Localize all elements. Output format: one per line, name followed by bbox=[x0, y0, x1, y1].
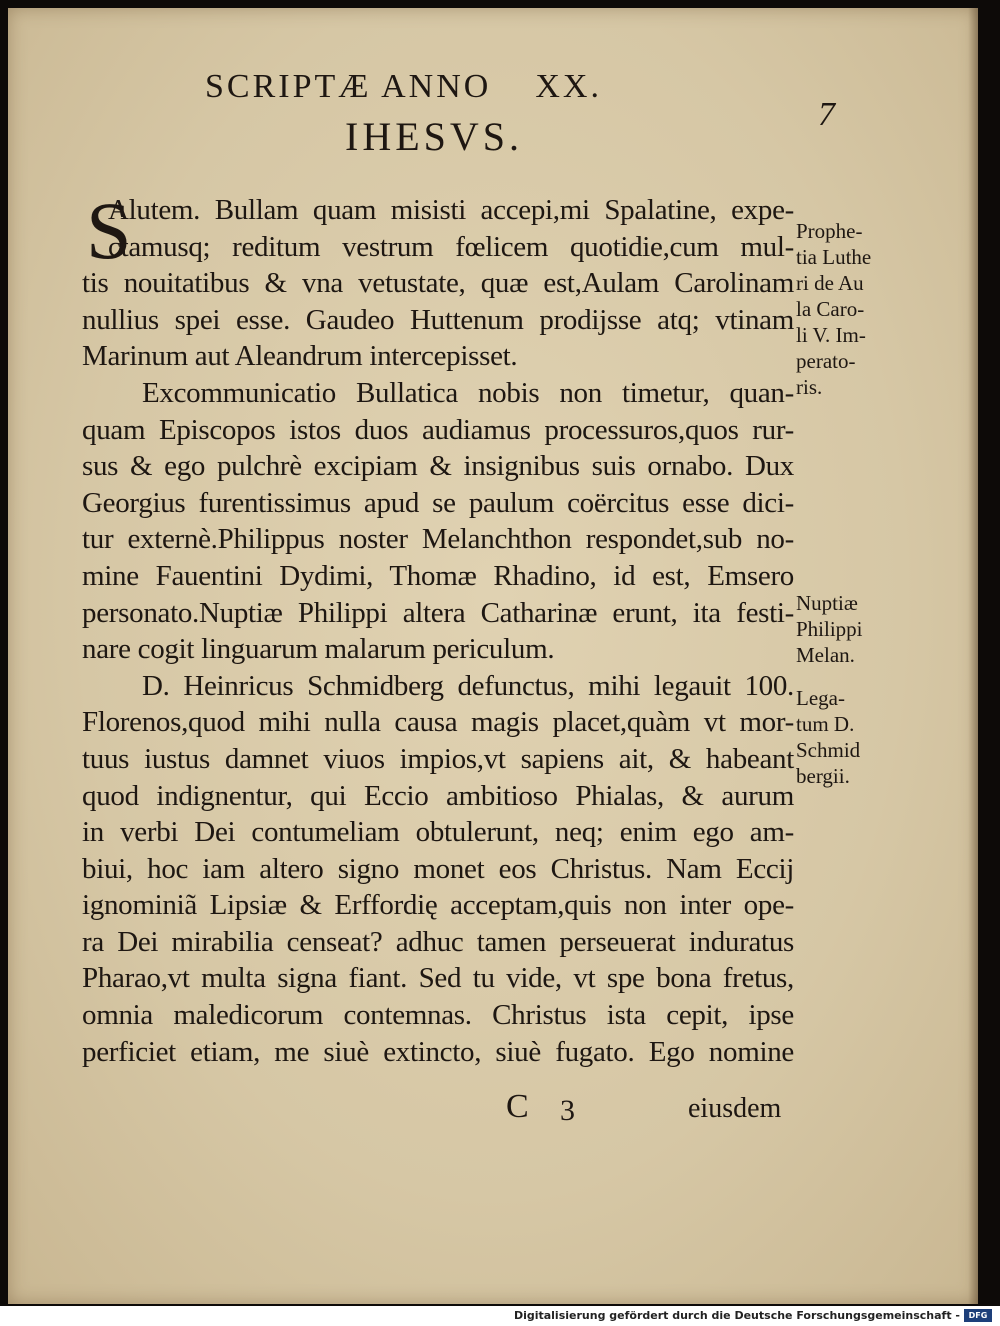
margin-note-legatum bbox=[796, 685, 860, 789]
text-line: mine Fauentini Dydimi, Thomæ Rhadino, id est, Emsero bbox=[82, 559, 794, 592]
page-edge-shadow bbox=[968, 8, 978, 1304]
text-line: ra Dei mirabilia censeat? adhuc tamen perseuerat induratus bbox=[82, 925, 794, 958]
margin-note-line: la Caro- bbox=[796, 297, 865, 321]
drop-capital: S bbox=[86, 185, 132, 276]
margin-note-line: Prophe- bbox=[796, 219, 863, 243]
margin-note-line: li V. Im- bbox=[796, 323, 866, 347]
margin-note-line: Lega- bbox=[796, 686, 845, 710]
running-header bbox=[205, 68, 602, 106]
page-subtitle: IHESVS. bbox=[345, 114, 524, 159]
text-line: Marinum aut Aleandrum intercepisset. bbox=[82, 340, 518, 373]
dfg-logo-icon: DFG bbox=[964, 1309, 992, 1322]
text-line: D. Heinricus Schmidberg defunctus, mihi legauit 100. bbox=[142, 669, 794, 702]
running-year: XX. bbox=[535, 68, 602, 105]
text-line: Excommunicatio Bullatica nobis non timetur, quan- bbox=[142, 376, 794, 409]
margin-note-line: perato- bbox=[796, 349, 856, 373]
text-line: tur externè.Philippus noster Melanchthon respondet,sub no- bbox=[82, 523, 794, 556]
margin-note-prophecy bbox=[796, 218, 871, 400]
text-line: biui, hoc iam altero signo monet eos Christus. Nam Eccij bbox=[82, 852, 794, 885]
running-title: SCRIPTÆ ANNO bbox=[205, 68, 492, 105]
text-line: nullius spei esse. Gaudeo Huttenum prodijsse atq; vtinam bbox=[82, 303, 794, 336]
margin-note-line: ri de Au bbox=[796, 271, 864, 295]
margin-note-line: Nuptiæ bbox=[796, 591, 858, 615]
text-line: omnia maledicorum contemnas. Christus ista cepit, ipse bbox=[82, 999, 794, 1032]
text-line: Florenos,quod mihi nulla causa magis placet,quàm vt mor- bbox=[82, 706, 794, 739]
margin-note-line: Melan. bbox=[796, 643, 855, 667]
margin-note-nuptiae bbox=[796, 590, 863, 668]
text-line: quam Episcopos istos duos audiamus processuros,quos rur- bbox=[82, 413, 794, 446]
text-line: sus & ego pulchrè excipiam & insignibus suis ornabo. Dux bbox=[82, 450, 794, 483]
margin-note-line: bergii. bbox=[796, 764, 850, 788]
funding-credit: Digitalisierung gefördert durch die Deutsche Forschungsgemeinschaft - bbox=[513, 1309, 960, 1322]
margin-note-line: Schmid bbox=[796, 738, 861, 762]
signature-number: 3 bbox=[560, 1094, 575, 1127]
text-line: in verbi Dei contumeliam obtulerunt, neq; enim ego am- bbox=[82, 816, 794, 849]
text-line: nare cogit linguarum malarum periculum. bbox=[82, 633, 555, 666]
catchword: eiusdem bbox=[688, 1093, 782, 1124]
margin-note-line: Philippi bbox=[796, 617, 863, 641]
margin-note-line: tum D. bbox=[796, 712, 855, 736]
margin-note-line: ris. bbox=[796, 375, 823, 399]
text-line: perficiet etiam, me siuè extincto, siuè fugato. Ego nomine bbox=[82, 1035, 794, 1068]
text-line: tuus iustus damnet viuos impios,vt sapiens ait, & habeant bbox=[82, 742, 794, 775]
text-line: ignominiã Lipsiæ & Erffordię acceptam,quis non inter ope- bbox=[82, 889, 794, 922]
body-text bbox=[82, 185, 794, 1070]
signature-mark: C bbox=[506, 1088, 529, 1125]
credit-bar bbox=[0, 1306, 1000, 1326]
text-line: Georgius furentissimus apud se paulum coërcitus esse dici- bbox=[82, 486, 794, 519]
text-line: Alutem. Bullam quam misisti accepi,mi Spalatine, expe- bbox=[108, 194, 794, 226]
text-line: tis nouitatibus & vna vetustate, quæ est,Aulam Carolinam bbox=[82, 267, 794, 300]
folio-number: 7 bbox=[818, 96, 835, 133]
text-line: ctamusq; reditum vestrum fœlicem quotidie,cum mul- bbox=[108, 230, 794, 263]
text-line: personato.Nuptiæ Philippi altera Catharinæ erunt, ita festi- bbox=[82, 596, 794, 629]
text-line: Pharao,vt multa signa fiant. Sed tu vide, vt spe bona fretus, bbox=[82, 962, 794, 995]
text-line: quod indignentur, qui Eccio ambitioso Phialas, & aurum bbox=[82, 779, 794, 812]
margin-note-line: tia Luthe bbox=[796, 245, 872, 269]
